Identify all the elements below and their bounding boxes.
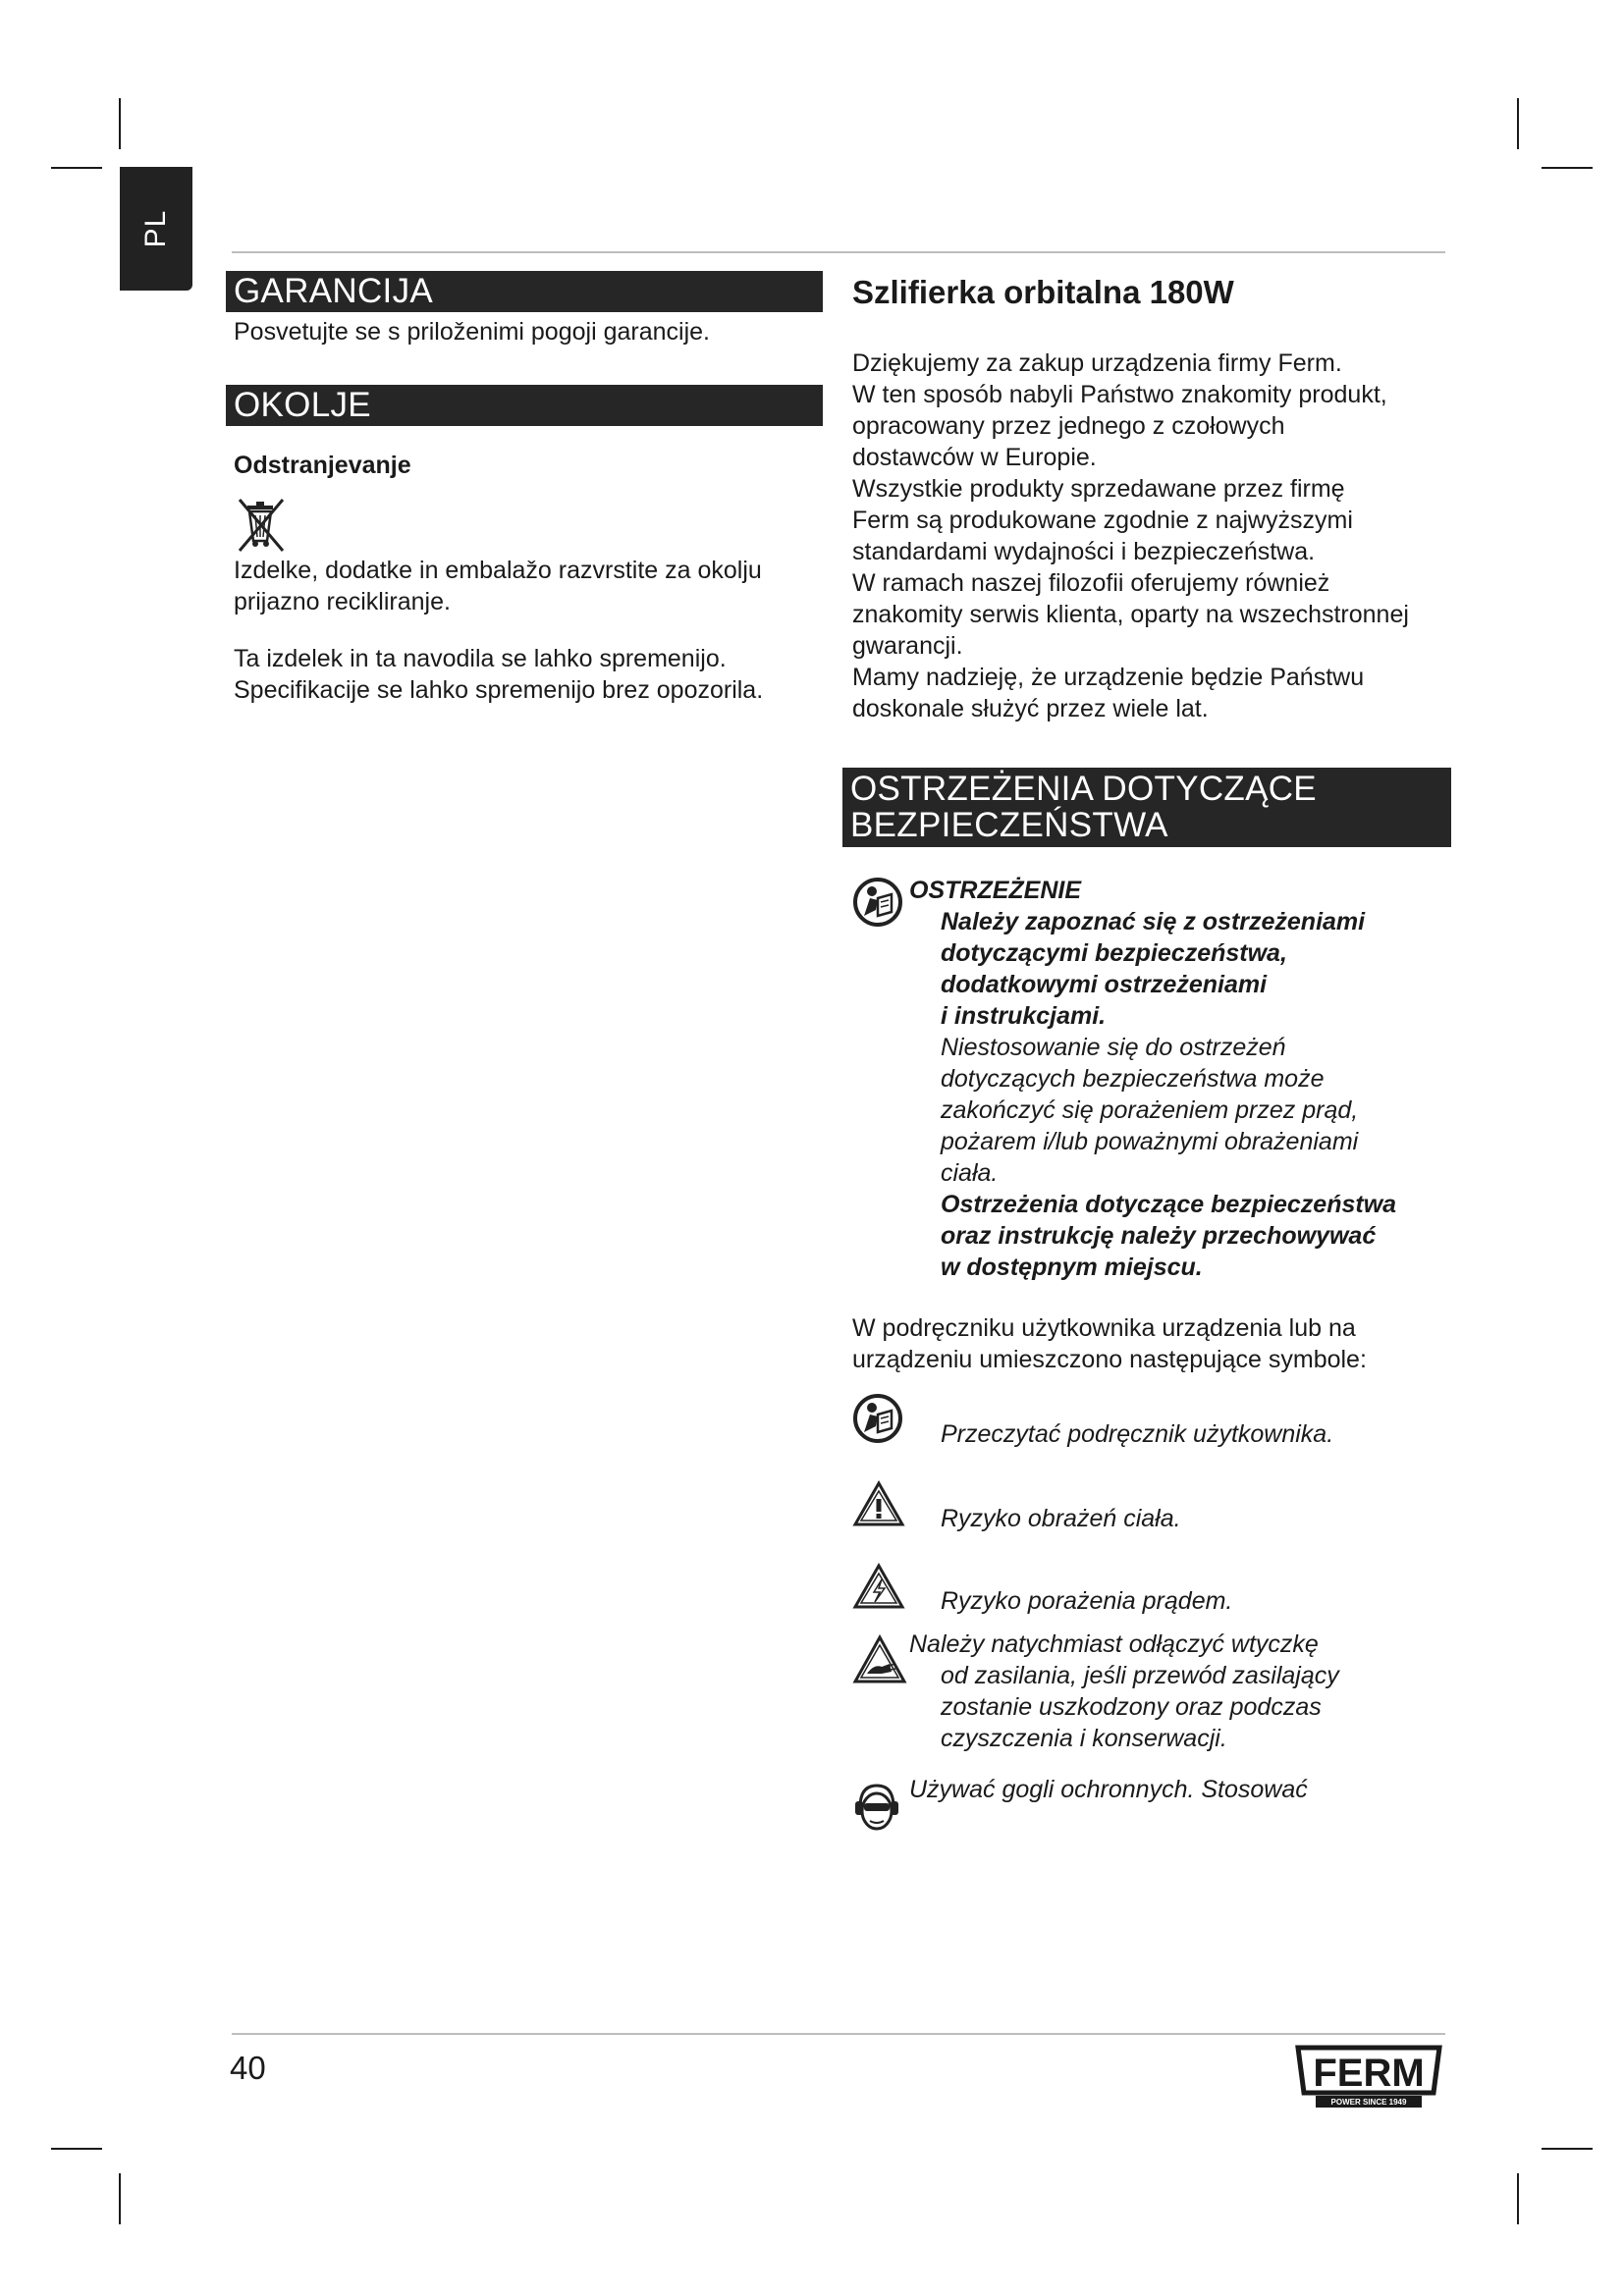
read-manual-icon [852, 1393, 903, 1449]
unplug-line: czyszczenia i konserwacji. [941, 1725, 1227, 1752]
symbol-electric [842, 1558, 1451, 1627]
product-title: Szlifierka orbitalna 180W [852, 274, 1234, 310]
symbol-read-manual [842, 1393, 1451, 1462]
intro-line: standardami wydajności i bezpieczeństwa. [852, 538, 1316, 565]
warning-body [842, 906, 1451, 1283]
intro-line: doskonale służyć przez wiele lat. [852, 695, 1209, 722]
change-notice-line: Specifikacije se lahko spremenijo brez opozorila. [234, 676, 764, 704]
warning-bold-line: w dostępnym miejscu. [941, 1254, 1203, 1281]
symbol-label: Przeczytać podręcznik użytkownika. [941, 1420, 1334, 1448]
warning-block [842, 875, 1451, 1283]
crop-mark [1542, 2148, 1593, 2150]
environment-heading: OKOLJE [226, 385, 823, 426]
goggles-ear-protection-icon [852, 1780, 901, 1838]
intro-line: Mamy nadzieję, że urządzenie będzie Państwu [852, 664, 1365, 691]
warning-italic-line: pożarem i/lub poważnymi obrażeniami [941, 1128, 1359, 1155]
symbol-unplug [842, 1629, 1451, 1754]
unplug-line: zostanie uszkodzony oraz podczas [941, 1693, 1322, 1721]
crop-mark [1542, 167, 1593, 169]
page-number: 40 [230, 2050, 266, 2086]
warning-bold-line: Należy zapoznać się z ostrzeżeniami [941, 908, 1366, 935]
left-column [226, 271, 823, 706]
unplug-warning-icon [852, 1634, 907, 1690]
symbol-injury [842, 1475, 1451, 1544]
top-rule [232, 251, 1445, 253]
warning-bold-line: dotyczącymi bezpieczeństwa, [941, 939, 1287, 967]
disposal-text-line: Izdelke, dodatke in embalažo razvrstite za okolju [234, 557, 762, 584]
warning-italic-line: dotyczących bezpieczeństwa może [941, 1065, 1325, 1093]
unplug-line: Należy natychmiast odłączyć wtyczkę [909, 1630, 1319, 1658]
crop-mark [119, 2173, 121, 2224]
intro-line: Ferm są produkowane zgodnie z najwyższymi [852, 507, 1353, 534]
crop-mark [51, 2148, 102, 2150]
electric-shock-icon [852, 1562, 905, 1616]
bottom-rule [232, 2033, 1445, 2035]
svg-text:FERM: FERM [1313, 2052, 1425, 2095]
unplug-line: od zasilania, jeśli przewód zasilający [941, 1662, 1339, 1689]
safety-heading [842, 768, 1451, 847]
warning-italic-line: zakończyć się porażeniem przez prąd, [941, 1096, 1359, 1124]
crop-mark [119, 98, 121, 149]
disposal-text-line: prijazno recikliranje. [234, 588, 451, 615]
symbols-intro-line: urządzeniu umieszczono następujące symbole: [852, 1346, 1367, 1373]
warning-bold-line: oraz instrukcję należy przechowywać [941, 1222, 1377, 1250]
warning-label: OSTRZEŻENIE [909, 877, 1082, 904]
intro-line: Wszystkie produkty sprzedawane przez firmę [852, 475, 1345, 503]
language-tab-label: PL [139, 209, 172, 248]
safety-heading-line: OSTRZEŻENIA DOTYCZĄCE [850, 770, 1317, 808]
symbols-intro-line: W podręczniku użytkownika urządzenia lub na [852, 1314, 1356, 1342]
crop-mark [1517, 2173, 1519, 2224]
symbol-goggles [842, 1774, 1451, 1833]
intro-line: Dziękujemy za zakup urządzenia firmy Ferm. [852, 349, 1342, 377]
crop-mark [1517, 98, 1519, 149]
safety-heading-line: BEZPIECZEŃSTWA [850, 806, 1168, 844]
intro-line: gwarancji. [852, 632, 963, 660]
symbol-label: Ryzyko porażenia prądem. [941, 1587, 1233, 1615]
intro-line: znakomity serwis klienta, oparty na wszechstronnej [852, 601, 1409, 628]
intro-line: W ten sposób nabyli Państwo znakomity produkt, [852, 381, 1387, 408]
intro-line: opracowany przez jednego z czołowych [852, 412, 1285, 440]
symbol-label: Ryzyko obrażeń ciała. [941, 1505, 1181, 1532]
warning-bold-line: i instrukcjami. [941, 1002, 1107, 1030]
crossed-out-bin-icon [226, 496, 823, 557]
warning-bold-line: Ostrzeżenia dotyczące bezpieczeństwa [941, 1191, 1397, 1218]
guarantee-heading: GARANCIJA [226, 271, 823, 312]
warning-italic-line: ciała. [941, 1159, 999, 1187]
disposal-subheading: Odstranjevanje [234, 452, 411, 479]
guarantee-text: Posvetujte se s priloženimi pogoji garancije. [234, 318, 710, 346]
svg-text:POWER SINCE 1949: POWER SINCE 1949 [1330, 2098, 1407, 2107]
crop-mark [51, 167, 102, 169]
warning-bold-line: dodatkowymi ostrzeżeniami [941, 971, 1268, 998]
intro-line: dostawców w Europie. [852, 444, 1097, 471]
ferm-logo [1294, 2042, 1443, 2110]
intro-paragraph [842, 347, 1451, 724]
right-column [842, 271, 1451, 1833]
warning-triangle-icon [852, 1479, 905, 1533]
goggles-text: Używać gogli ochronnych. Stosować [909, 1776, 1308, 1803]
change-notice-line: Ta izdelek in ta navodila se lahko spremenijo. [234, 645, 727, 672]
intro-line: W ramach naszej filozofii oferujemy również [852, 569, 1330, 597]
read-manual-icon [852, 877, 903, 933]
language-tab [120, 167, 192, 291]
warning-italic-line: Niestosowanie się do ostrzeżeń [941, 1034, 1286, 1061]
